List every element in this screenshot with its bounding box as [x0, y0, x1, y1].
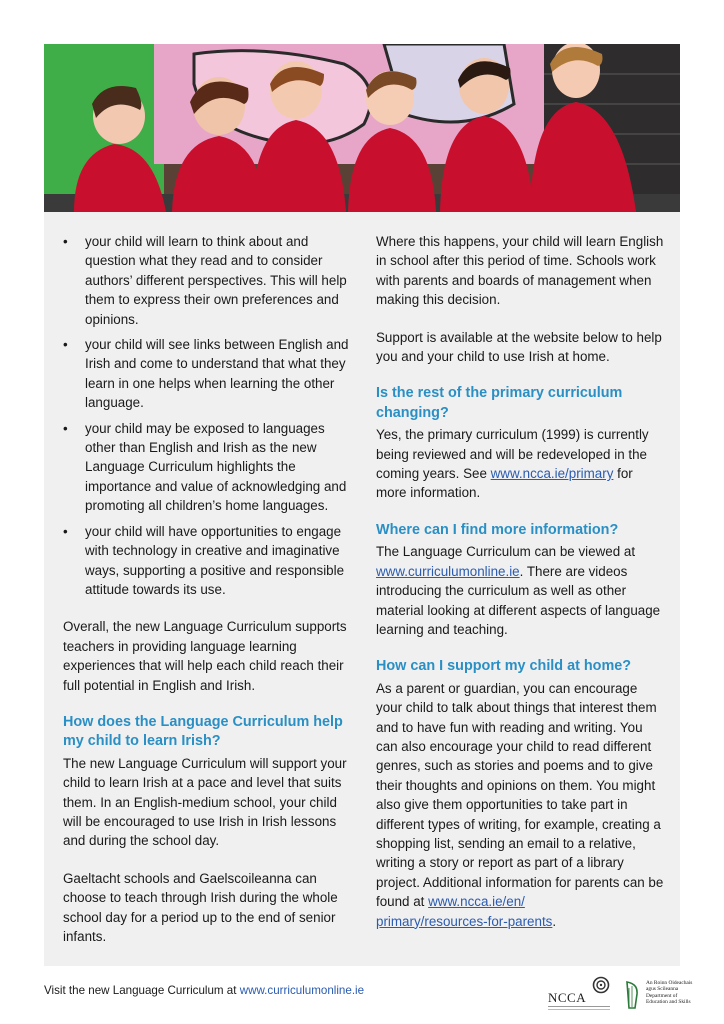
parents-resources-link[interactable]: www.ncca.ie/en/ primary/resources-for-parents: [376, 894, 553, 929]
bullet-icon: •: [63, 234, 68, 249]
support-paragraph: Support is available at the website below to help you and your child to use Irish at home.: [376, 329, 662, 365]
home-paragraph: As a parent or guardian, you can encourage your child to talk about things that interest them and to have fun with reading and writing. You can also encourage your child to read different genres, such as stories and poems and to give their thoughts and opinions on them. You might also give them opportunities to take part in different types of writing, for example, creating a shopping list, sending an email to a relative, writing a story or report as part of a library project. Additional information for parents can be found at www.ncca.ie/en/ primary/resources-for-parents.: [376, 680, 664, 929]
bullet-icon: •: [63, 420, 68, 436]
ncca-tagline: [548, 1006, 610, 1010]
list-item: • your child will see links between English and Irish and come to understand that what they learn in one helps when learning the other language.: [63, 337, 349, 411]
ncca-swirl-icon: [592, 976, 610, 994]
department-logo: [624, 978, 704, 1018]
overall-paragraph: Overall, the new Language Curriculum supports teachers in providing language learning experiences that will help each child reach their full potential in English and Irish.: [63, 619, 347, 693]
irish-heading: How does the Language Curriculum help my child to learn Irish?: [63, 713, 343, 750]
children-photo-icon: [44, 44, 680, 212]
ncca-primary-link[interactable]: www.ncca.ie/primary: [490, 466, 614, 482]
rest-paragraph: Yes, the primary curriculum (1999) is currently being reviewed and will be redeveloped in the coming years. See www.ncca.ie/primary for more information.: [376, 427, 649, 501]
curriculumonline-link[interactable]: www.curriculumonline.ie: [376, 563, 520, 579]
where-paragraph: Where this happens, your child will learn English in school after this period of time. Schools work with parents and boards of management when making this decision.: [376, 234, 664, 308]
hero-photo: [44, 44, 680, 212]
info-heading: Where can I find more information?: [376, 521, 619, 538]
bullet-icon: •: [63, 337, 68, 353]
left-column: [63, 232, 353, 946]
list-item: • your child will have opportunities to engage with technology in creative and imaginative ways, supporting a positive and responsible attitude towards its use.: [63, 523, 345, 597]
rest-heading: Is the rest of the primary curriculum changing?: [376, 385, 623, 421]
list-item: • your child will learn to think about and question what they read and to consider authors’ different perspectives. This will help them to express their own preferences and opinions.: [63, 234, 347, 327]
right-column: [376, 232, 666, 931]
info-paragraph: The Language Curriculum can be viewed at www.curriculumonline.ie. There are videos introducing the curriculum as well as other material looking at different aspects of language learning and teaching.: [376, 544, 661, 637]
bullet-icon: •: [63, 523, 68, 539]
footer-curriculumonline-link[interactable]: www.curriculumonline.ie: [239, 984, 365, 997]
ncca-logo: [548, 976, 612, 1016]
irish-paragraph-2: Gaeltacht schools and Gaelscoileanna can choose to teach through Irish during the whole school day for a period up to the end of senior infants.: [63, 870, 338, 944]
list-item: • your child may be exposed to languages other than English and Irish as the new Language Curriculum highlights the importance and value of acknowledging and promoting all children’s home languages.: [63, 420, 347, 514]
ncca-wordmark: NCCA: [548, 990, 587, 1005]
department-name: An Roinn Oideachais agus Scileanna Department of Education and Skills: [646, 980, 693, 1006]
home-heading: How can I support my child at home?: [376, 658, 632, 675]
harp-icon: [624, 980, 640, 1010]
irish-paragraph-1: The new Language Curriculum will support your child to learn Irish at a pace and level that suits them. In an English-medium school, your child will be encouraged to use Irish in Irish lessons and during the school day.: [63, 755, 347, 849]
benefit-list: [63, 232, 353, 599]
content-panel: [44, 212, 680, 966]
footer-text: Visit the new Language Curriculum at www.curriculumonline.ie: [44, 984, 365, 997]
